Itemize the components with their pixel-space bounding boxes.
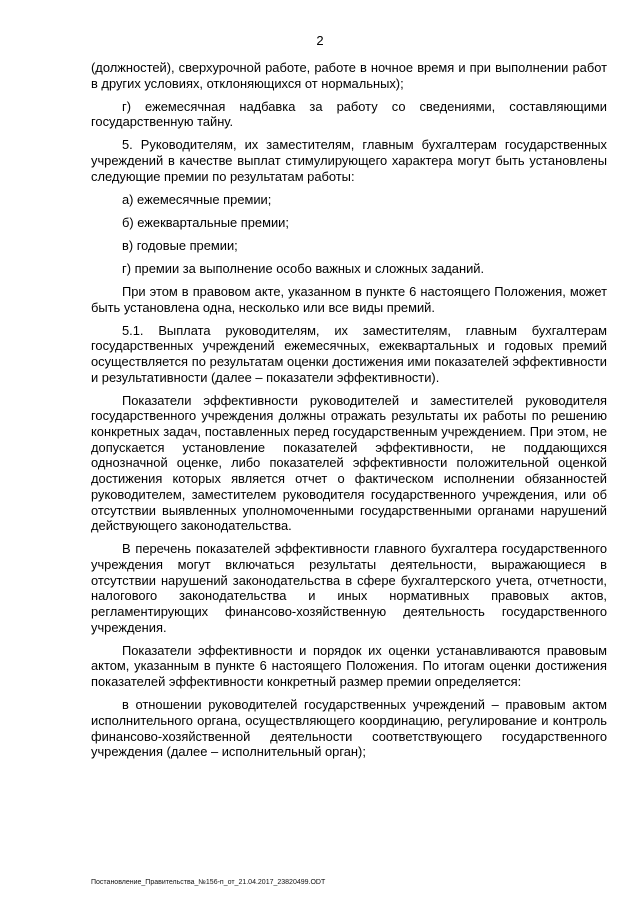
paragraph: в отношении руководителей государственных учреждений – правовым актом исполнительного органа, осуществляющего координацию, регулирование и контроль финансово-хозяйственной деятельности соответствующего государственного учреждения (далее – исполнительный орган); <box>91 697 607 760</box>
document-body <box>91 60 607 767</box>
paragraph: 5.1. Выплата руководителям, их заместителям, главным бухгалтерам государственных учреждений ежемесячных, ежеквартальных и годовых премий осуществляется по результатам оценки достижения ими показателей эффективности и результативности (далее – показатели эффективности). <box>91 322 607 385</box>
document-footer: Постановление_Правительства_№156-п_от_21.04.2017_23820499.ODT <box>91 879 326 886</box>
paragraph: б) ежеквартальные премии; <box>122 214 289 230</box>
page-number: 2 <box>316 33 324 48</box>
paragraph: При этом в правовом акте, указанном в пункте 6 настоящего Положения, может быть установлена одна, несколько или все виды премий. <box>91 283 607 315</box>
paragraph: а) ежемесячные премии; <box>122 191 272 207</box>
paragraph: г) премии за выполнение особо важных и сложных заданий. <box>122 260 485 276</box>
paragraph: в) годовые премии; <box>122 237 238 253</box>
paragraph: 5. Руководителям, их заместителям, главным бухгалтерам государственных учреждений в качестве выплат стимулирующего характера могут быть установлены следующие премии по результатам работы: <box>91 137 607 184</box>
paragraph: (должностей), сверхурочной работе, работе в ночное время и при выполнении работ в других условиях, отклоняющихся от нормальных); <box>91 60 607 91</box>
paragraph: г) ежемесячная надбавка за работу со сведениями, составляющими государственную тайну. <box>91 98 607 130</box>
paragraph: Показатели эффективности и порядок их оценки устанавливаются правовым актом, указанным в пункте 6 настоящего Положения. По итогам оценки достижения показателей эффективности конкретный размер премии определяется: <box>91 642 607 690</box>
paragraph: В перечень показателей эффективности главного бухгалтера государственного учреждения могут включаться результаты деятельности, выражающиеся в отсутствии нарушений законодательства в сфере бухгалтерского учета, отчетности, налогового законодательства и иных нормативных правовых актов, регламентирующих финансово-хозяйственную деятельность государственного учреждения. <box>91 541 607 635</box>
paragraph: Показатели эффективности руководителей и заместителей руководителя государственного учреждения должны отражать результаты их работы по решению конкретных задач, поставленных перед государственным учреждением. При этом, не допускается установление показателей эффективности, не поддающихся однозначной оценке, либо показателей эффективности положительной оценкой достижения которых является отчет о фактическом исполнении обязанностей руководителем, заместителем руководителя государственного учреждения, или об отсутствии выявленных уполномоченными государственными органами нарушений действующего законодательства. <box>91 392 607 534</box>
